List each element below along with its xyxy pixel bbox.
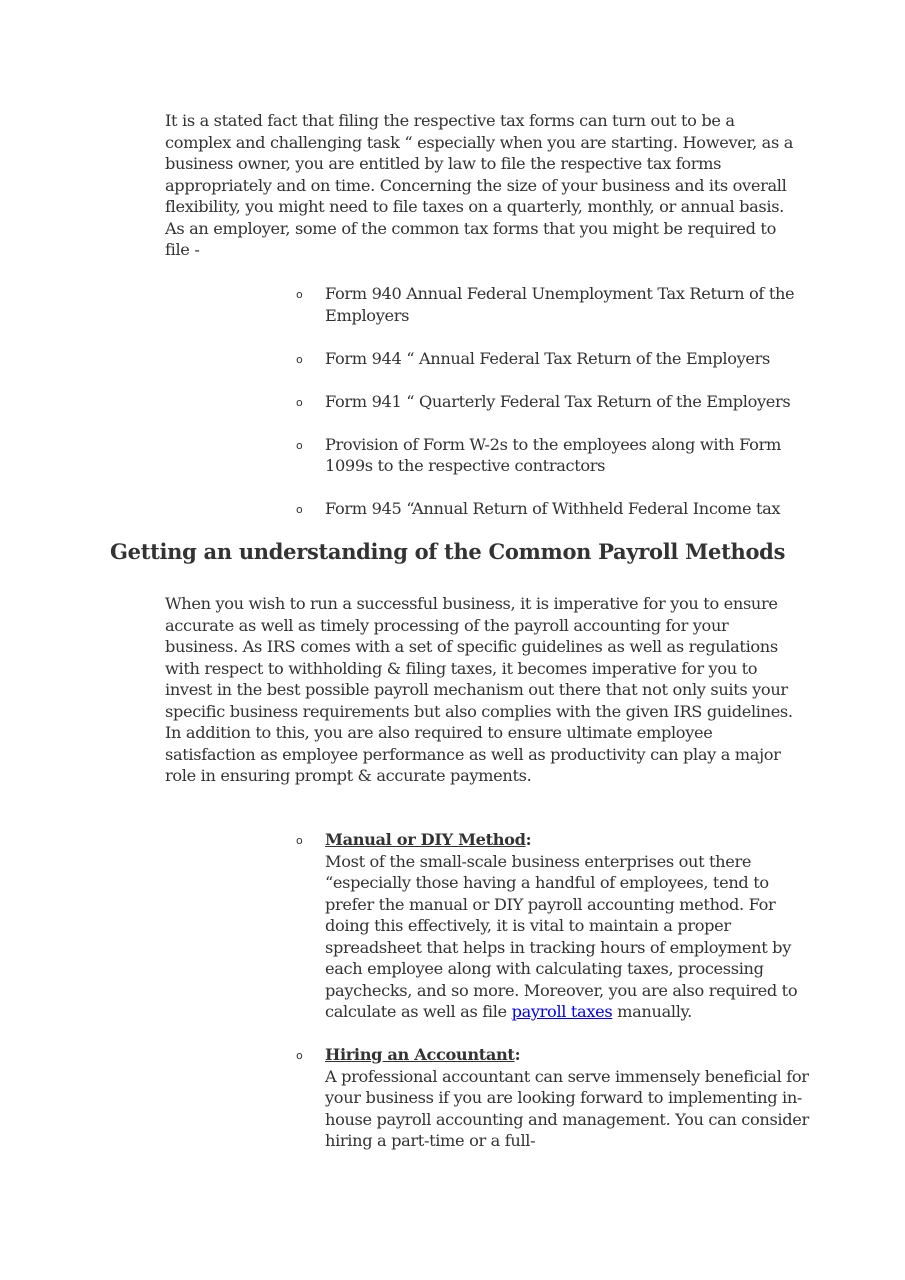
- tax-forms-list: [296, 283, 816, 541]
- section-heading: Getting an understanding of the Common Payroll Methods: [110, 539, 786, 564]
- list-item-text: Form 944 “ Annual Federal Tax Return of the Employers: [325, 348, 770, 368]
- list-item: [296, 348, 816, 370]
- bullet-icon: o: [296, 834, 303, 847]
- bullet-icon: o: [296, 395, 303, 409]
- list-item-text: Form 940 Annual Federal Unemployment Tax Return of the Employers: [325, 284, 795, 325]
- method-text: A professional accountant can serve immensely beneficial for your business if you are looking forward to implementing in-house payroll accounting and management. You can consider hiring a part-time or a full-: [325, 1066, 809, 1150]
- method-text-end: manually.: [612, 1002, 692, 1021]
- method-title-accountant: Hiring an Accountant: [325, 1045, 515, 1064]
- list-item: [296, 1044, 816, 1152]
- bullet-icon: o: [296, 352, 303, 366]
- payroll-taxes-link[interactable]: payroll taxes: [511, 1002, 613, 1021]
- list-item: [296, 829, 816, 1023]
- bullet-icon: o: [296, 1049, 303, 1062]
- method-title-manual: Manual or DIY Method: [325, 830, 526, 849]
- section-body-paragraph: When you wish to run a successful business, it is imperative for you to ensure accurate as well as timely processing of the payroll accounting for your business. As IRS comes with a set of specific guidelines as well as regulations with respect to withholding & filing taxes, it becomes imperative for you to invest in the best possible payroll mechanism out there that not only suits your specific business requirements but also complies with the given IRS guidelines. In addition to this, you are also required to ensure ultimate employee satisfaction as employee performance as well as productivity can play a major role in ensuring prompt & accurate payments.: [165, 594, 793, 785]
- intro-paragraph: It is a stated fact that filing the respective tax forms can turn out to be a complex and challenging task “ especially when you are starting. However, as a business owner, you are entitled by law to file the respective tax forms appropriately and on time. Concerning the size of your business and its overall flexibility, you might need to file taxes on a quarterly, monthly, or annual basis. As an employer, some of the common tax forms that you might be required to file -: [165, 111, 794, 259]
- method-text: Most of the small-scale business enterprises out there “especially those having a handful of employees, tend to prefer the manual or DIY payroll accounting method. For doing this effectively, it is vital to maintain a proper spreadsheet that helps in tracking hours of employment by each employee along with calculating taxes, processing paychecks, and so more. Moreover, you are also required to calculate as well as file: [325, 851, 798, 1021]
- method-title-colon: :: [525, 830, 532, 849]
- payroll-methods-list: [296, 829, 816, 1173]
- list-item-text: Form 945 “Annual Return of Withheld Federal Income tax: [325, 499, 781, 518]
- bullet-icon: o: [296, 288, 303, 301]
- list-item: [296, 283, 816, 326]
- list-item: [296, 498, 816, 520]
- list-item: [296, 391, 816, 413]
- bullet-icon: o: [296, 438, 303, 452]
- method-title-colon: :: [514, 1045, 521, 1064]
- list-item: [296, 434, 816, 477]
- list-item-text: Form 941 “ Quarterly Federal Tax Return of the Employers: [325, 391, 791, 411]
- bullet-icon: o: [296, 503, 303, 516]
- list-item-text: Provision of Form W-2s to the employees along with Form 1099s to the respective contractors: [325, 434, 781, 475]
